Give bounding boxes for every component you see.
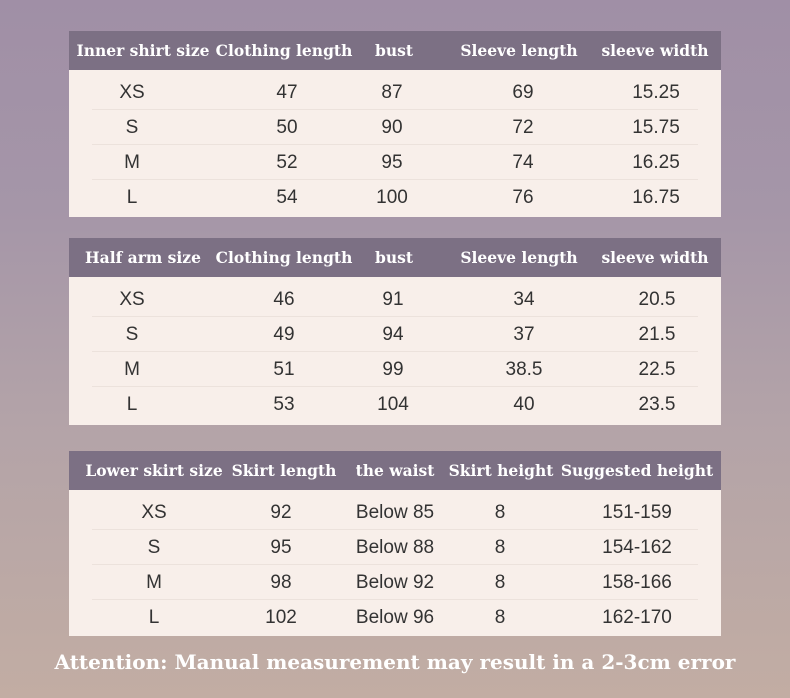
table-cell: 90 <box>381 117 403 138</box>
table-cell: Below 85 <box>355 502 435 523</box>
table-row <box>69 75 721 110</box>
table-row <box>69 530 721 565</box>
table-cell: 95 <box>381 152 403 173</box>
table-header <box>69 31 721 70</box>
table-cell: 37 <box>513 324 535 345</box>
table-row <box>69 180 721 215</box>
table-row <box>69 282 721 317</box>
table-cell: 87 <box>381 82 403 103</box>
table-cell: 47 <box>276 82 298 103</box>
table-header <box>69 451 721 490</box>
table-cell: 95 <box>270 537 292 558</box>
table-cell: 23.5 <box>638 394 676 415</box>
table-cell: 100 <box>376 187 408 208</box>
table-row <box>69 495 721 530</box>
header-cell: bust <box>375 41 413 60</box>
table-row <box>69 317 721 352</box>
inner-shirt-size-table <box>69 31 721 217</box>
table-cell: Below 96 <box>355 607 435 628</box>
table-cell: 53 <box>273 394 295 415</box>
table-cell: 8 <box>494 537 506 558</box>
table-cell: 98 <box>270 572 292 593</box>
header-cell: bust <box>375 248 413 267</box>
attention-note: Attention: Manual measurement may result in a 2-3cm error <box>54 650 736 674</box>
table-cell: 50 <box>276 117 298 138</box>
table-cell: 21.5 <box>638 324 676 345</box>
table-cell: 8 <box>494 607 506 628</box>
table-cell: 16.75 <box>632 187 680 208</box>
header-cell: sleeve width <box>601 41 709 60</box>
table-cell: XS <box>119 289 145 310</box>
table-cell: 72 <box>512 117 534 138</box>
table-cell: 8 <box>494 572 506 593</box>
table-cell: 94 <box>382 324 404 345</box>
table-cell: 51 <box>273 359 295 380</box>
table-row <box>69 145 721 180</box>
table-cell: 91 <box>382 289 404 310</box>
table-cell: 15.75 <box>632 117 680 138</box>
table-cell: 54 <box>276 187 298 208</box>
header-cell: Inner shirt size <box>76 41 210 60</box>
table-cell: 40 <box>513 394 535 415</box>
table-cell: 158-166 <box>602 572 672 593</box>
table-cell: L <box>148 607 160 628</box>
table-cell: 20.5 <box>638 289 676 310</box>
table-cell: XS <box>119 82 145 103</box>
half-arm-size-table <box>69 238 721 425</box>
table-row <box>69 600 721 635</box>
table-header <box>69 238 721 277</box>
header-cell: Clothing length <box>215 41 353 60</box>
table-cell: L <box>126 394 138 415</box>
header-cell: Half arm size <box>85 248 201 267</box>
header-cell: Sleeve length <box>460 41 578 60</box>
table-cell: 22.5 <box>638 359 676 380</box>
table-cell: S <box>125 117 139 138</box>
table-cell: 16.25 <box>632 152 680 173</box>
table-cell: 34 <box>513 289 535 310</box>
header-cell: Lower skirt size <box>85 461 223 480</box>
header-cell: Sleeve length <box>460 248 578 267</box>
table-cell: 46 <box>273 289 295 310</box>
lower-skirt-size-table <box>69 451 721 636</box>
table-row <box>69 565 721 600</box>
header-cell: Skirt height <box>448 461 554 480</box>
table-cell: 38.5 <box>505 359 543 380</box>
table-cell: L <box>126 187 138 208</box>
table-cell: M <box>124 359 140 380</box>
header-cell: sleeve width <box>601 248 709 267</box>
table-row <box>69 352 721 387</box>
table-cell: 69 <box>512 82 534 103</box>
table-row <box>69 387 721 422</box>
header-cell: Clothing length <box>215 248 353 267</box>
table-cell: M <box>124 152 140 173</box>
table-cell: 8 <box>494 502 506 523</box>
table-cell: 52 <box>276 152 298 173</box>
table-cell: 92 <box>270 502 292 523</box>
table-row <box>69 110 721 145</box>
table-cell: 74 <box>512 152 534 173</box>
table-cell: M <box>146 572 162 593</box>
table-cell: Below 88 <box>355 537 435 558</box>
table-cell: 76 <box>512 187 534 208</box>
table-cell: 15.25 <box>632 82 680 103</box>
table-cell: 99 <box>382 359 404 380</box>
header-cell: Skirt length <box>231 461 337 480</box>
table-cell: 151-159 <box>602 502 672 523</box>
table-cell: 49 <box>273 324 295 345</box>
table-cell: XS <box>141 502 167 523</box>
header-cell: the waist <box>355 461 435 480</box>
table-cell: S <box>125 324 139 345</box>
table-cell: 102 <box>265 607 297 628</box>
table-cell: 162-170 <box>602 607 672 628</box>
table-cell: Below 92 <box>355 572 435 593</box>
table-cell: 154-162 <box>602 537 672 558</box>
header-cell: Suggested height <box>560 461 714 480</box>
table-cell: 104 <box>377 394 409 415</box>
table-cell: S <box>147 537 161 558</box>
